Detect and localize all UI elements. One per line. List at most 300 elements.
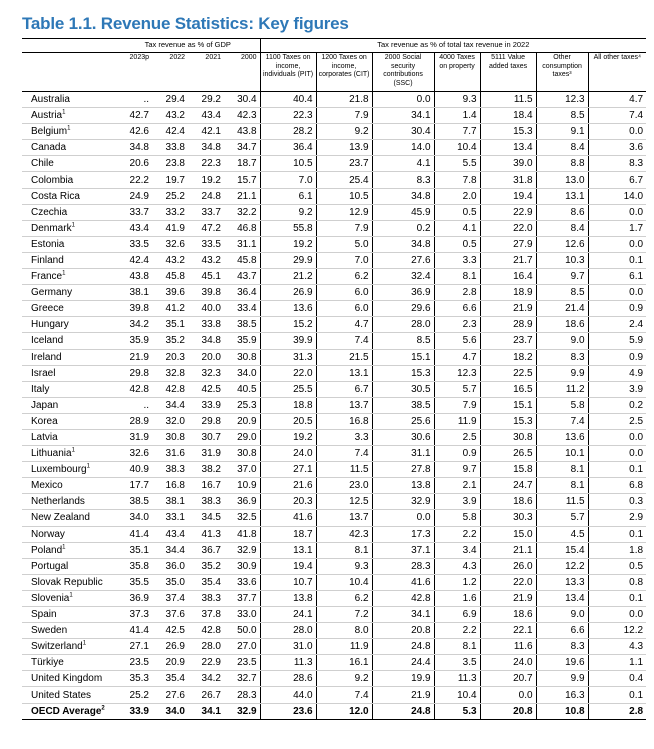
value-cell: 18.9	[480, 285, 536, 301]
value-cell: 17.3	[372, 526, 434, 542]
value-cell: 3.5	[434, 655, 480, 671]
value-cell: 12.2	[536, 558, 588, 574]
value-cell: 30.7	[188, 429, 224, 445]
value-cell: 37.6	[152, 607, 188, 623]
value-cell: 28.9	[480, 317, 536, 333]
value-cell: 39.9	[260, 333, 316, 349]
average-cell: 20.8	[480, 703, 536, 719]
value-cell: 2.9	[588, 510, 646, 526]
value-cell: 5.5	[434, 156, 480, 172]
value-cell: 21.4	[536, 301, 588, 317]
value-cell: 25.3	[224, 397, 260, 413]
value-cell: 0.0	[588, 236, 646, 252]
value-cell: 0.9	[434, 446, 480, 462]
value-cell: 13.6	[260, 301, 316, 317]
table-row	[22, 220, 646, 236]
value-cell: 6.8	[588, 478, 646, 494]
country-name: Sweden	[31, 625, 68, 637]
country-name: New Zealand	[31, 512, 90, 524]
value-cell: 7.4	[316, 446, 372, 462]
value-cell: 9.3	[434, 92, 480, 108]
value-cell: 29.2	[188, 92, 224, 108]
value-cell: 35.4	[188, 574, 224, 590]
value-cell: 34.8	[188, 333, 224, 349]
value-cell: 0.0	[588, 124, 646, 140]
value-cell: 39.6	[152, 285, 188, 301]
value-cell: 31.6	[152, 446, 188, 462]
footnote-marker: 1	[71, 222, 75, 229]
table-row	[22, 365, 646, 381]
average-cell: 33.9	[116, 703, 152, 719]
value-cell: 22.0	[480, 574, 536, 590]
country-name: Japan	[31, 399, 59, 411]
value-cell: 11.5	[480, 92, 536, 108]
value-cell: 35.5	[116, 574, 152, 590]
value-cell: 7.0	[316, 252, 372, 268]
value-cell: 9.2	[316, 671, 372, 687]
value-cell: 37.7	[224, 590, 260, 606]
country-cell	[22, 124, 116, 140]
value-cell: 31.9	[116, 429, 152, 445]
value-cell: 0.1	[588, 252, 646, 268]
average-cell: 24.8	[372, 703, 434, 719]
value-cell: 23.7	[480, 333, 536, 349]
value-cell: 20.9	[152, 655, 188, 671]
value-cell: 18.7	[224, 156, 260, 172]
value-cell: 1.7	[588, 220, 646, 236]
value-cell: 15.3	[372, 365, 434, 381]
value-cell: 2.2	[434, 526, 480, 542]
value-cell: 24.4	[372, 655, 434, 671]
value-cell: 7.2	[316, 607, 372, 623]
table-row	[22, 317, 646, 333]
average-cell: 32.9	[224, 703, 260, 719]
value-cell: 38.3	[188, 494, 224, 510]
value-cell: 11.5	[536, 494, 588, 510]
value-cell: 11.3	[434, 671, 480, 687]
value-cell: 41.8	[224, 526, 260, 542]
value-cell: 40.0	[188, 301, 224, 317]
value-cell: 27.1	[260, 462, 316, 478]
table-row	[22, 558, 646, 574]
value-cell: 9.9	[536, 365, 588, 381]
average-cell: 2.8	[588, 703, 646, 719]
value-cell: 11.5	[316, 462, 372, 478]
table-row	[22, 301, 646, 317]
country-cell	[22, 269, 116, 285]
value-cell: 6.2	[316, 269, 372, 285]
total-group-header: Tax revenue as % of total tax revenue in 2022	[260, 39, 646, 53]
table-row	[22, 510, 646, 526]
value-cell: 21.6	[260, 478, 316, 494]
value-cell: 1.1	[588, 655, 646, 671]
value-cell: 41.6	[260, 510, 316, 526]
value-cell: 10.4	[434, 140, 480, 156]
value-cell: 8.3	[536, 639, 588, 655]
value-cell: 12.6	[536, 236, 588, 252]
value-cell: 38.5	[224, 317, 260, 333]
value-cell: 4.7	[434, 349, 480, 365]
country-cell	[22, 462, 116, 478]
value-cell: 21.7	[480, 252, 536, 268]
table-row	[22, 349, 646, 365]
value-cell: 4.3	[588, 639, 646, 655]
value-cell: 7.4	[536, 413, 588, 429]
country-cell	[22, 220, 116, 236]
value-cell: 7.0	[260, 172, 316, 188]
value-cell: 42.3	[224, 108, 260, 124]
value-cell: 42.8	[116, 381, 152, 397]
value-cell: 7.4	[316, 687, 372, 703]
value-cell: 28.0	[260, 623, 316, 639]
value-cell: 27.6	[372, 252, 434, 268]
value-cell: 5.8	[536, 397, 588, 413]
value-cell: 20.5	[260, 413, 316, 429]
col-header-ssc: 2000 Social security contributions (SSC)	[372, 53, 434, 92]
country-cell	[22, 623, 116, 639]
value-cell: 2.0	[434, 188, 480, 204]
value-cell: 42.8	[188, 623, 224, 639]
country-cell	[22, 365, 116, 381]
value-cell: 31.1	[224, 236, 260, 252]
average-cell: 12.0	[316, 703, 372, 719]
value-cell: 21.9	[480, 301, 536, 317]
country-name: Australia	[31, 94, 70, 106]
value-cell: 32.8	[152, 365, 188, 381]
value-cell: 11.9	[434, 413, 480, 429]
value-cell: 37.4	[152, 590, 188, 606]
table-row	[22, 188, 646, 204]
value-cell: 15.0	[480, 526, 536, 542]
value-cell: 30.6	[372, 429, 434, 445]
value-cell: 33.5	[116, 236, 152, 252]
value-cell: 0.0	[480, 687, 536, 703]
table-row	[22, 590, 646, 606]
value-cell: 5.0	[316, 236, 372, 252]
value-cell: 25.6	[372, 413, 434, 429]
country-name: Netherlands	[31, 496, 85, 508]
value-cell: 39.8	[188, 285, 224, 301]
table-row	[22, 204, 646, 220]
value-cell: 26.5	[480, 446, 536, 462]
country-cell	[22, 429, 116, 445]
value-cell: ..	[116, 397, 152, 413]
value-cell: 0.0	[588, 204, 646, 220]
value-cell: 29.9	[260, 252, 316, 268]
value-cell: 25.4	[316, 172, 372, 188]
value-cell: 12.3	[536, 92, 588, 108]
value-cell: 42.8	[372, 590, 434, 606]
value-cell: 8.5	[536, 285, 588, 301]
value-cell: 34.8	[188, 140, 224, 156]
value-cell: 22.2	[116, 172, 152, 188]
value-cell: 32.0	[152, 413, 188, 429]
value-cell: 22.5	[480, 365, 536, 381]
value-cell: 4.1	[434, 220, 480, 236]
country-cell	[22, 188, 116, 204]
value-cell: 0.0	[372, 92, 434, 108]
value-cell: 20.9	[224, 413, 260, 429]
country-name: Türkiye	[31, 657, 64, 669]
value-cell: 4.7	[316, 317, 372, 333]
average-cell: 23.6	[260, 703, 316, 719]
value-cell: 0.1	[588, 462, 646, 478]
value-cell: 20.8	[372, 623, 434, 639]
value-cell: 5.6	[434, 333, 480, 349]
col-header-2021: 2021	[188, 53, 224, 92]
value-cell: 8.4	[536, 220, 588, 236]
value-cell: 18.6	[480, 607, 536, 623]
value-cell: 32.5	[224, 510, 260, 526]
value-cell: 34.4	[152, 397, 188, 413]
value-cell: 21.1	[480, 542, 536, 558]
value-cell: 0.0	[588, 607, 646, 623]
value-cell: 9.2	[316, 124, 372, 140]
value-cell: 28.0	[372, 317, 434, 333]
value-cell: 42.3	[316, 526, 372, 542]
value-cell: 9.2	[260, 204, 316, 220]
value-cell: 23.0	[316, 478, 372, 494]
value-cell: 28.9	[116, 413, 152, 429]
value-cell: 6.7	[316, 381, 372, 397]
table-row	[22, 156, 646, 172]
value-cell: 18.7	[260, 526, 316, 542]
value-cell: 36.4	[224, 285, 260, 301]
value-cell: 2.2	[434, 623, 480, 639]
country-name: Poland	[31, 544, 63, 556]
country-cell	[22, 574, 116, 590]
value-cell: 9.1	[536, 124, 588, 140]
value-cell: 32.3	[188, 365, 224, 381]
table-row	[22, 413, 646, 429]
value-cell: 21.9	[116, 349, 152, 365]
country-cell	[22, 397, 116, 413]
value-cell: 25.5	[260, 381, 316, 397]
footnote-marker: 1	[69, 592, 73, 599]
value-cell: 15.3	[480, 124, 536, 140]
table-row	[22, 236, 646, 252]
value-cell: 8.3	[588, 156, 646, 172]
value-cell: 31.9	[188, 446, 224, 462]
table-row	[22, 252, 646, 268]
table-row	[22, 397, 646, 413]
value-cell: 2.5	[588, 413, 646, 429]
value-cell: 28.6	[260, 671, 316, 687]
value-cell: 41.9	[152, 220, 188, 236]
value-cell: 43.2	[152, 108, 188, 124]
country-cell	[22, 478, 116, 494]
value-cell: 6.6	[434, 301, 480, 317]
country-name: Estonia	[31, 238, 65, 250]
col-header-property: 4000 Taxes on property	[434, 53, 480, 92]
value-cell: 41.4	[116, 623, 152, 639]
country-cell	[22, 671, 116, 687]
value-cell: 30.8	[224, 349, 260, 365]
value-cell: 27.0	[224, 639, 260, 655]
value-cell: 10.4	[434, 687, 480, 703]
value-cell: 15.8	[480, 462, 536, 478]
value-cell: 30.8	[480, 429, 536, 445]
value-cell: 42.4	[116, 252, 152, 268]
value-cell: 12.5	[316, 494, 372, 510]
value-cell: 27.8	[372, 462, 434, 478]
footnote-marker: 1	[86, 463, 90, 470]
value-cell: 28.0	[188, 639, 224, 655]
country-cell	[22, 381, 116, 397]
value-cell: 35.9	[224, 333, 260, 349]
value-cell: 22.9	[188, 655, 224, 671]
value-cell: 34.1	[372, 108, 434, 124]
value-cell: 13.9	[316, 140, 372, 156]
country-cell	[22, 558, 116, 574]
col-header-2023p: 2023p	[116, 53, 152, 92]
value-cell: 33.1	[152, 510, 188, 526]
table-row	[22, 124, 646, 140]
value-cell: 0.8	[588, 574, 646, 590]
value-cell: 3.3	[316, 429, 372, 445]
value-cell: 20.6	[116, 156, 152, 172]
country-cell	[22, 542, 116, 558]
value-cell: 35.2	[152, 333, 188, 349]
country-cell	[22, 413, 116, 429]
value-cell: 33.8	[188, 317, 224, 333]
value-cell: 28.2	[260, 124, 316, 140]
value-cell: 34.0	[116, 510, 152, 526]
value-cell: 34.1	[372, 607, 434, 623]
country-cell	[22, 687, 116, 703]
value-cell: 33.7	[116, 204, 152, 220]
table-row	[22, 462, 646, 478]
gdp-group-header: Tax revenue as % of GDP	[116, 39, 260, 53]
value-cell: 24.7	[480, 478, 536, 494]
value-cell: 35.1	[152, 317, 188, 333]
country-cell	[22, 236, 116, 252]
value-cell: 20.3	[260, 494, 316, 510]
value-cell: 28.3	[372, 558, 434, 574]
country-name: Hungary	[31, 319, 69, 331]
value-cell: 12.9	[316, 204, 372, 220]
value-cell: 34.0	[224, 365, 260, 381]
value-cell: 0.0	[372, 510, 434, 526]
value-cell: 13.4	[536, 590, 588, 606]
value-cell: 16.1	[316, 655, 372, 671]
col-header-all-other: All other taxes⁴	[588, 53, 646, 92]
value-cell: 0.1	[588, 687, 646, 703]
value-cell: 6.2	[316, 590, 372, 606]
value-cell: 22.0	[480, 220, 536, 236]
value-cell: 10.3	[536, 252, 588, 268]
value-cell: 34.4	[152, 542, 188, 558]
country-cell	[22, 639, 116, 655]
col-header-pit: 1100 Taxes on income, individuals (PIT)	[260, 53, 316, 92]
country-cell	[22, 446, 116, 462]
country-name: Norway	[31, 528, 65, 540]
table-row	[22, 655, 646, 671]
value-cell: 21.1	[224, 188, 260, 204]
value-cell: 8.0	[316, 623, 372, 639]
value-cell: 32.6	[116, 446, 152, 462]
value-cell: 25.2	[152, 188, 188, 204]
value-cell: 30.8	[224, 446, 260, 462]
value-cell: 13.7	[316, 510, 372, 526]
country-cell	[22, 333, 116, 349]
value-cell: 42.8	[152, 381, 188, 397]
country-cell	[22, 204, 116, 220]
col-header-2000: 2000	[224, 53, 260, 92]
table-row	[22, 607, 646, 623]
value-cell: 8.6	[536, 204, 588, 220]
value-cell: 33.8	[152, 140, 188, 156]
value-cell: 43.8	[224, 124, 260, 140]
value-cell: 20.0	[188, 349, 224, 365]
table-row	[22, 478, 646, 494]
value-cell: 9.7	[434, 462, 480, 478]
value-cell: 42.5	[188, 381, 224, 397]
value-cell: 2.5	[434, 429, 480, 445]
value-cell: 42.6	[116, 124, 152, 140]
value-cell: 9.0	[536, 333, 588, 349]
value-cell: 8.1	[316, 542, 372, 558]
value-cell: 36.4	[260, 140, 316, 156]
value-cell: 37.3	[116, 607, 152, 623]
value-cell: 21.8	[316, 92, 372, 108]
value-cell: 44.0	[260, 687, 316, 703]
value-cell: 33.0	[224, 607, 260, 623]
average-cell: 34.1	[188, 703, 224, 719]
oecd-average-row	[22, 703, 646, 719]
value-cell: 34.5	[188, 510, 224, 526]
value-cell: 1.8	[588, 542, 646, 558]
footnote-marker: 1	[62, 109, 66, 116]
value-cell: 13.1	[536, 188, 588, 204]
average-cell: 10.8	[536, 703, 588, 719]
value-cell: 18.2	[480, 349, 536, 365]
value-cell: 33.6	[224, 574, 260, 590]
value-cell: 38.5	[116, 494, 152, 510]
value-cell: 27.6	[152, 687, 188, 703]
value-cell: 35.0	[152, 574, 188, 590]
value-cell: 6.1	[588, 269, 646, 285]
col-header-other-consumption: Other consumption taxes³	[536, 53, 588, 92]
value-cell: 10.4	[316, 574, 372, 590]
value-cell: 19.2	[188, 172, 224, 188]
value-cell: 30.4	[372, 124, 434, 140]
value-cell: 26.9	[260, 285, 316, 301]
country-name: Ireland	[31, 351, 62, 363]
value-cell: 6.7	[588, 172, 646, 188]
value-cell: 42.5	[152, 623, 188, 639]
average-cell: 34.0	[152, 703, 188, 719]
value-cell: 3.9	[588, 381, 646, 397]
value-cell: 26.9	[152, 639, 188, 655]
value-cell: 29.8	[116, 365, 152, 381]
value-cell: 31.3	[260, 349, 316, 365]
value-cell: 15.7	[224, 172, 260, 188]
value-cell: 30.4	[224, 92, 260, 108]
value-cell: 7.7	[434, 124, 480, 140]
value-cell: 45.1	[188, 269, 224, 285]
table-row	[22, 92, 646, 108]
value-cell: 16.3	[536, 687, 588, 703]
value-cell: 24.1	[260, 607, 316, 623]
table-row	[22, 172, 646, 188]
value-cell: 0.2	[588, 397, 646, 413]
country-name: Portugal	[31, 560, 69, 572]
value-cell: 16.8	[316, 413, 372, 429]
country-name: United States	[31, 689, 92, 701]
value-cell: 9.3	[316, 558, 372, 574]
value-cell: 0.3	[588, 494, 646, 510]
